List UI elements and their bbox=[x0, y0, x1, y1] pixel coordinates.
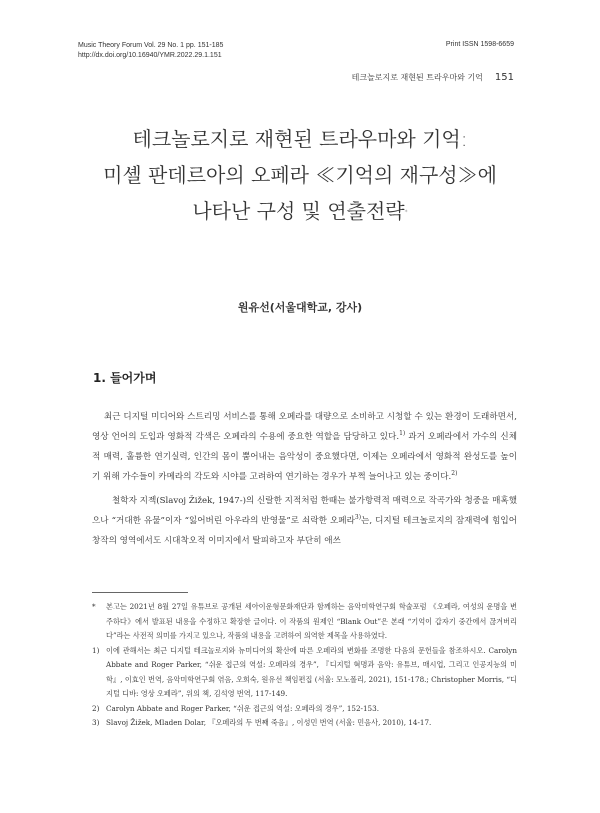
paragraph-1 bbox=[92, 407, 517, 487]
p1-text-b: 과거 오페라에서 가수의 신체적 매력, 훌륭한 연기실력, 인간의 몸이 뿜어내는 음악성이 중요했다면, 이제는 오페라에서 영화적 완성도를 높이기 위해 가수들이 카메라의 각도와 시야를 고려하여 연기하는 경우가 부쩍 늘어나고 있는 중이다. bbox=[92, 432, 517, 482]
doi-link[interactable]: http://dx.doi.org/10.16940/YMR.2022.29.1.151 bbox=[78, 52, 222, 59]
article-title bbox=[0, 121, 600, 229]
footnote-star bbox=[92, 600, 517, 644]
running-head-title: 테크놀로지로 재현된 트라우마와 기억 bbox=[351, 73, 483, 82]
footnote-mark: 2) bbox=[92, 703, 100, 713]
footnote-3 bbox=[92, 716, 517, 731]
footnote-ref-3[interactable]: 3) bbox=[354, 514, 362, 521]
title-line-3-text: 나타난 구성 및 연출전략 bbox=[192, 199, 405, 223]
paragraph-2 bbox=[92, 491, 517, 551]
title-line-1: 테크놀로지로 재현된 트라우마와 기억: bbox=[132, 127, 468, 151]
title-line-2: 미셸 판데르아의 오페라 ≪기억의 재구성≫에 bbox=[103, 163, 497, 187]
page-number: 151 bbox=[494, 72, 514, 83]
body-text bbox=[92, 407, 517, 551]
footnote-ref-2[interactable]: 2) bbox=[451, 470, 458, 477]
footnote-mark: 1) bbox=[92, 645, 100, 655]
author-affiliation: 원유선(서울대학교, 강사) bbox=[237, 301, 363, 314]
journal-header bbox=[78, 41, 223, 61]
section-heading: 1. 들어가며 bbox=[93, 371, 157, 385]
p1-text-a: 최근 디지털 미디어와 스트리밍 서비스를 통해 오페라를 대량으로 소비하고 시청할 수 있는 환경이 도래하면서, 영상 언어의 도입과 영화적 각색은 오페라의 수용에 중요한 역할을 담당하고 있다. bbox=[92, 412, 517, 442]
p2-text-b: 는, 디지털 테크놀로지의 잠재력에 힘입어 창작의 영역에서도 시대착오적 이미지에서 탈피하고자 부단히 애쓰 bbox=[92, 516, 517, 546]
footnote-2 bbox=[92, 702, 517, 717]
footnotes bbox=[92, 600, 517, 731]
title-line-3 bbox=[0, 193, 600, 229]
footnote-ref-1[interactable]: 1) bbox=[399, 430, 406, 437]
issn: Print ISSN 1598-6659 bbox=[445, 41, 514, 48]
title-footnote-mark[interactable]: * bbox=[404, 209, 408, 216]
footnote-mark: 3) bbox=[92, 718, 100, 727]
footnote-1 bbox=[92, 644, 517, 702]
p2-text-a: 철학자 지젝(Slavoj Žižek, 1947-)의 신랄한 지적처럼 한때는 불가항력적 매력으로 작곡가와 청중을 매혹했으나 “거대한 유물”이자 “잃어버린 아우라의 반영물”로 쇠락한 오페라 bbox=[92, 496, 517, 526]
footnote-text: Slavoj Žižek, Mladen Dolar, 『오페라의 두 번째 죽음』, 이성민 번역 (서울: 민음사, 2010), 14-17. bbox=[106, 718, 432, 727]
footnote-divider bbox=[92, 592, 188, 593]
footnote-mark: * bbox=[92, 602, 96, 611]
journal-citation: Music Theory Forum Vol. 29 No. 1 pp. 151-185 bbox=[78, 42, 224, 49]
footnote-text: 본고는 2021년 8월 27일 유튜브로 공개된 세아이운형문화재단과 함께하는 음악미학연구회 학술포럼 《오페라, 여성의 운명을 변주하다》에서 발표된 내용을 수정하고 확장한 글이다. 이 작품의 원제인 “Blank Out”은 본래 “기억이 갑자기 중간에서 끊겨버리다”라는 사전적 의미를 가지고 있으나, 작품의 내용을 고려하여 의역한 제목을 사용하였다. bbox=[106, 602, 517, 640]
running-head bbox=[352, 72, 514, 83]
footnote-text: Carolyn Abbate and Roger Parker, “쉬운 접근의 역설: 오페라의 경우”, 152-153. bbox=[106, 703, 379, 713]
footnote-text: 이에 관해서는 최근 디지털 테크놀로지와 뉴미디어의 확산에 따른 오페라의 변화를 조명한 다음의 문헌들을 참조하시오. Carolyn Abbate and Roger Parker, “쉬운 접근의 역설: 오페라의 경우”, 『디지털 혁명과 음악: 유튜브, 매시업, 그리고 인공지능의 미학』, 이효인 번역, 음악미학연구회 엮음, 오희숙, 원유선 책임편집 (서울: 모노폴리, 2021), 151-178.; Christopher Morris, “디지털 디바: 영상 오페라”, 위의 책, 김석영 번역, 117-149. bbox=[106, 645, 517, 698]
